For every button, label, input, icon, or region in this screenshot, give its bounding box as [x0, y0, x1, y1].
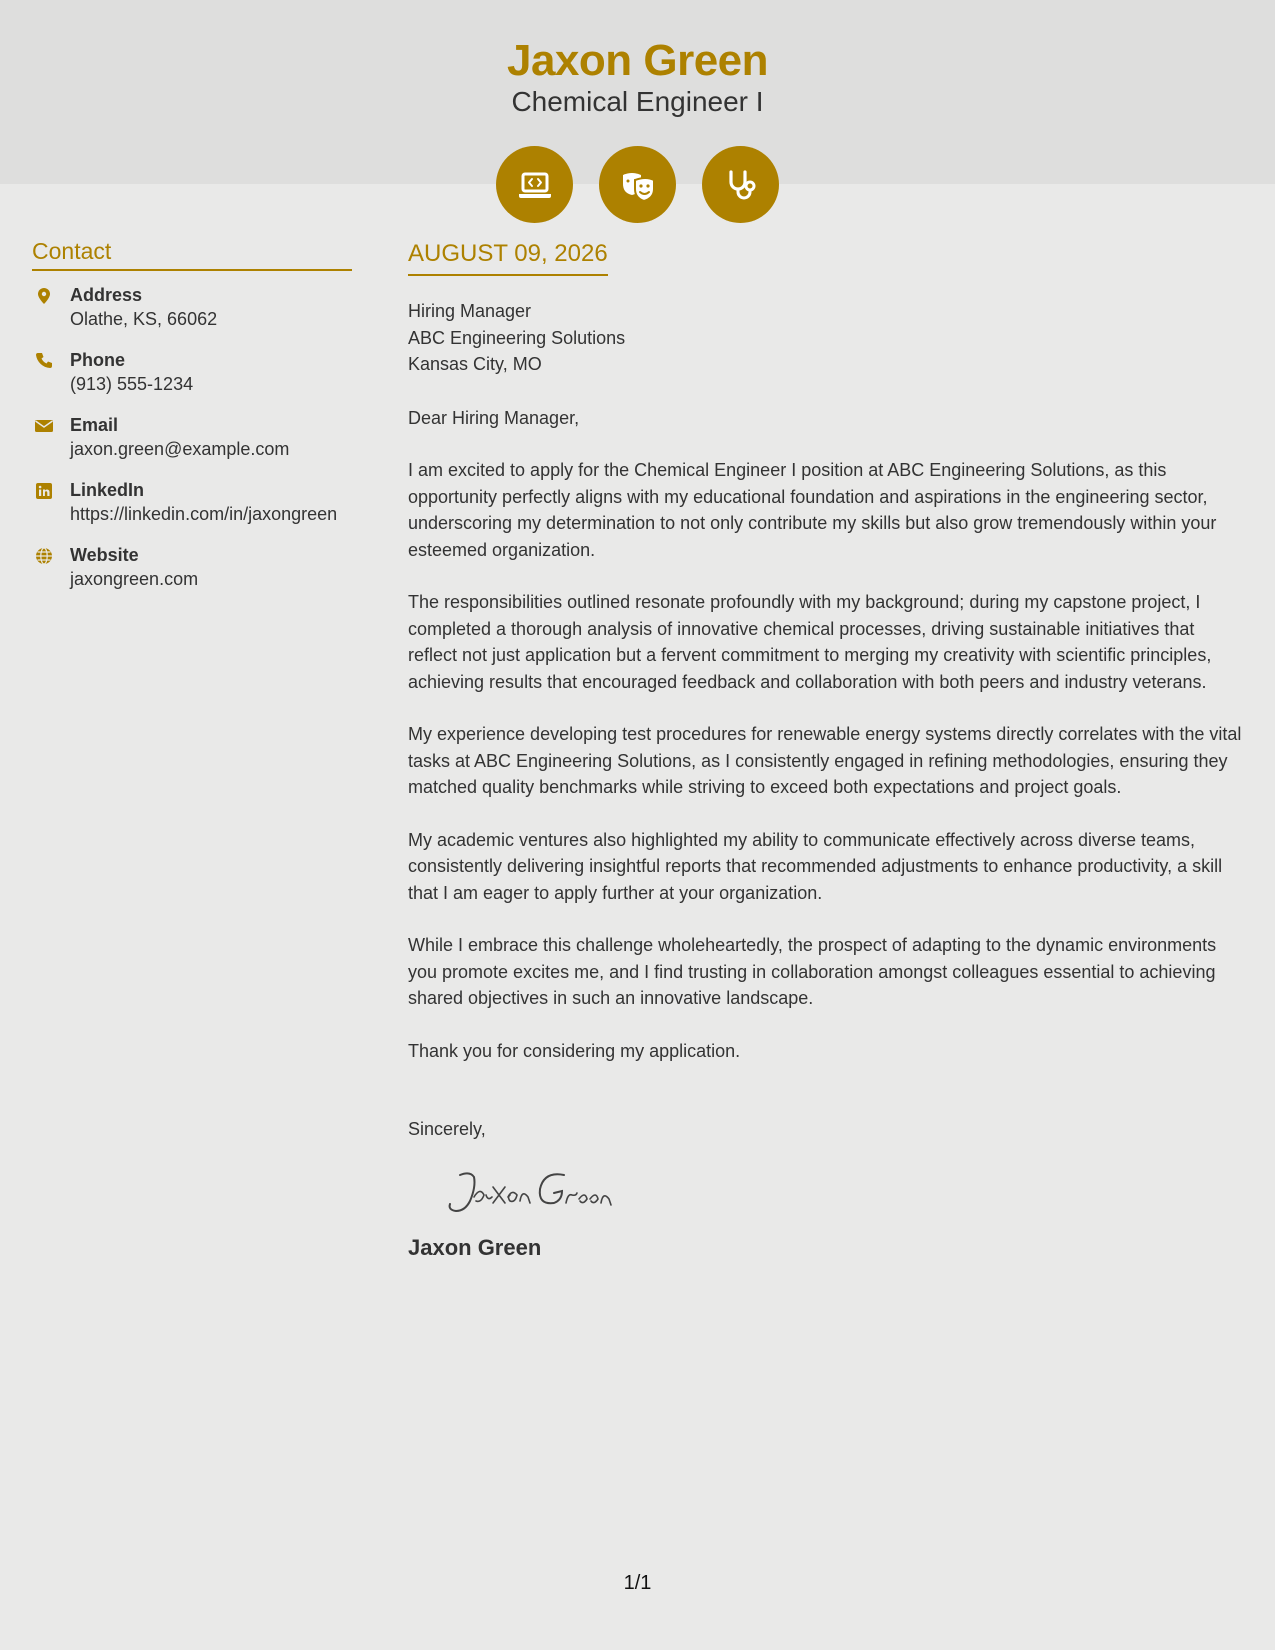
interest-icons [0, 146, 1275, 223]
linkedin-icon [32, 478, 70, 527]
recipient-location: Kansas City, MO [408, 354, 542, 374]
stethoscope-icon [702, 146, 779, 223]
phone-label: Phone [70, 350, 126, 370]
address-label: Address [70, 285, 143, 305]
contact-phone [32, 348, 352, 397]
paragraph: The responsibilities outlined resonate profoundly with my background; during my capstone project, I completed a thorough analysis of innovative chemical processes, driving sustainable initiatives that reflect not just application but a fervent commitment to merging my creativity with scientific principles, achieving results that encouraged feedback and collaboration with both peers and industry veterans. [408, 592, 1212, 692]
email-value: jaxon.green@example.com [70, 439, 290, 459]
contact-list [32, 283, 352, 592]
phone-value: (913) 555-1234 [70, 374, 194, 394]
website-value[interactable]: jaxongreen.com [70, 569, 199, 589]
envelope-icon [32, 413, 70, 462]
greeting: Dear Hiring Manager, [408, 407, 580, 428]
page-number: 1/1 [623, 1572, 652, 1594]
paragraph: While I embrace this challenge wholeheartedly, the prospect of adapting to the dynamic environments you promote excites me, and I find trusting in collaboration amongst colleagues essential to achieving shared objectives in such an innovative landscape. [408, 935, 1217, 1008]
map-pin-icon [32, 283, 70, 332]
contact-email [32, 413, 352, 462]
closing: Sincerely, [408, 1119, 486, 1139]
letter-date: AUGUST 09, 2026 [408, 240, 608, 276]
handwritten-signature [438, 1161, 658, 1221]
website-label: Website [70, 545, 139, 565]
address-value: Olathe, KS, 66062 [70, 309, 218, 329]
paragraph: My experience developing test procedures for renewable energy systems directly correlates with the vital tasks at ABC Engineering Solutions, as I consistently engaged in refining methodologies, ensuring they matched quality benchmarks while striving to exceed both expectations and project goals. [408, 724, 1242, 797]
linkedin-label: LinkedIn [70, 480, 145, 500]
recipient-name: Hiring Manager [408, 301, 532, 321]
contact-heading: Contact [32, 238, 352, 271]
recipient-company: ABC Engineering Solutions [408, 327, 626, 348]
candidate-name: Jaxon Green [506, 36, 769, 85]
contact-website [32, 543, 352, 592]
contact-address [32, 283, 352, 332]
paragraph: Thank you for considering my application. [408, 1040, 741, 1061]
recipient-block [408, 298, 1244, 378]
phone-icon [32, 348, 70, 397]
signer-name: Jaxon Green [408, 1234, 542, 1260]
contact-sidebar [32, 238, 352, 608]
paragraph: My academic ventures also highlighted my ability to communicate effectively across diverse teams, consistently delivering insightful reports that recommended adjustments to enhance productivity, a skill that I am eager to apply further at your organization. [408, 829, 1223, 903]
globe-icon [32, 543, 70, 592]
theater-masks-icon [599, 146, 676, 223]
linkedin-value[interactable]: https://linkedin.com/in/jaxongreen [70, 504, 338, 524]
letter-body [408, 240, 1244, 1261]
laptop-code-icon [496, 146, 573, 223]
email-label: Email [70, 415, 119, 435]
paragraph: I am excited to apply for the Chemical Engineer I position at ABC Engineering Solutions, as this opportunity perfectly aligns with my educational foundation and aspirations in the engineering sector, underscoring my determination to not only contribute my skills but also grow tremendously within your esteemed organization. [408, 460, 1217, 560]
contact-linkedin [32, 478, 352, 527]
job-title: Chemical Engineer I [511, 86, 764, 117]
